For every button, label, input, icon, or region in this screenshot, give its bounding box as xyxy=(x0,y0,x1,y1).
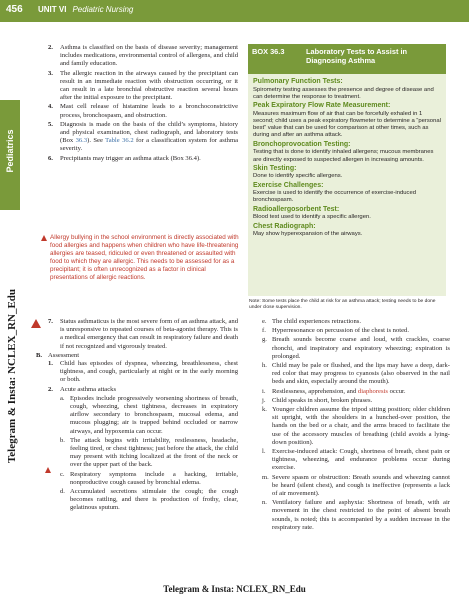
sub-item: m. Severe spasm or obstruction: Breath sounds and wheezing cannot be heard (silent chest), and cough is ineffective (represents a lack of air movement). xyxy=(262,473,450,498)
sub-item: c. Respiratory symptoms include a hacking, irritable, nonproductive cough caused by bronchial edema. xyxy=(60,470,238,486)
box-header xyxy=(248,44,446,74)
box-title: Laboratory Tests to Assist in Diagnosing Asthma xyxy=(306,47,408,65)
box-heading: Bronchoprovocation Testing: xyxy=(253,140,351,148)
list-item: 1. Child has episodes of dyspnea, wheezing, breathlessness, chest tightness, and cough, particularly at night or in the early morning or both. xyxy=(48,360,238,384)
box-heading: Skin Testing: xyxy=(253,164,297,172)
list-item: 7. Status asthmaticus is the most severe form of an asthma attack, and is unresponsive to repeated courses of beta-agonist therapy. This is a medical emergency that can result in respiratory failure and death if not recognized and vigorously treated. xyxy=(48,318,238,350)
box-heading: Pulmonary Function Tests: xyxy=(253,78,343,85)
sub-item: d. Accumulated secretions stimulate the cough; the cough becomes rattling, and there is production of frothy, clear, gelatinous sputum. xyxy=(60,488,238,512)
sub-item: j. Child speaks in short, broken phrases. xyxy=(262,396,373,404)
box-note: Note: Some tests place the child at risk for an asthma attack; testing needs to be done under close supervision. xyxy=(249,299,436,310)
box-text: Measures maximum flow of air that can be forcefully exhaled in 1 second; child uses a peak expiratory flowmeter to determine a “personal best” value that can be used for comparison at other times, such as during and after an asthma attack. xyxy=(253,110,441,139)
sub-item: f. Hyperresonance on percussion of the chest is noted. xyxy=(262,327,409,335)
box-heading: Radioallergosorbent Test: xyxy=(253,205,340,213)
unit-label: UNIT VI xyxy=(38,5,67,14)
right-column xyxy=(262,318,450,533)
list-item: 2. Asthma is classified on the basis of disease severity; management includes medications, environmental control of allergens, and child and family education. xyxy=(48,44,238,68)
box-number: BOX 36.3 xyxy=(252,47,285,56)
box-heading: Exercise Challenges: xyxy=(253,181,324,189)
footer-watermark: Telegram & Insta: NCLEX_RN_Edu xyxy=(163,584,306,594)
left-column-upper xyxy=(48,44,238,164)
running-head xyxy=(38,5,133,14)
box-body xyxy=(248,74,446,241)
sub-item: b. The attack begins with irritability, restlessness, headache, feeling tired, or chest tightness; just before the attack, the child may present with itching localized at the front of the neck or over the upper part of the back. xyxy=(60,436,238,469)
chapter-title: Pediatric Nursing xyxy=(72,5,134,14)
warning-text: Allergy bullying in the school environment is directly associated with food allergies and happens when children who have life-threatening allergies are teased, ridiculed or even threatened or assaulted with food to which they are allergic. This needs to be assessed for as a precipitant; it is often unrecognized as a factor in clinical presentations of allergic reactions. xyxy=(50,234,239,281)
list-item: 6. Precipitants may trigger an asthma attack (Box 36.4). xyxy=(48,154,201,162)
priority-alert-icon xyxy=(31,319,41,328)
sub-item: e. The child experiences retractions. xyxy=(262,318,361,325)
box-text: May show hyperexpansion of the airways. xyxy=(253,231,363,238)
sub-item: n. Ventilatory failure and asphyxia: Shortness of breath, with air movement in the chest restricted to the point of absent breath sounds, is noted; this is accompanied by a sudden increase in the respiratory rate. xyxy=(262,499,450,531)
sub-item: k. Younger children assume the tripod sitting position; older children sit upright, with the shoulders in a hunched-over position, the hands on the bed or a chair, and the arms braced to facilitate the use of the accessory muscles of breathing (child avoids a lying-down position). xyxy=(262,406,450,446)
left-column-lower xyxy=(36,318,238,514)
sub-item: g. Breath sounds become coarse and loud, with crackles, coarse rhonchi, and inspiratory and expiratory wheezing; expiration is prolonged. xyxy=(262,336,450,360)
alert-icon xyxy=(41,235,47,241)
table-link[interactable]: Table 36.2 xyxy=(105,137,134,145)
box-text: Exercise is used to identify the occurrence of exercise-induced bronchospasm. xyxy=(253,190,417,204)
side-tab xyxy=(0,100,20,210)
sub-item: i. Restlessness, apprehension, and diaphoresis occur. xyxy=(262,387,406,395)
box-link[interactable]: 36.3 xyxy=(75,137,88,145)
side-tab-label: Pediatrics xyxy=(5,129,15,173)
page-header xyxy=(0,0,469,22)
list-item: 2. Acute asthma attacks xyxy=(48,385,117,393)
list-item: 4. Mast cell release of histamine leads to a bronchoconstrictive process, bronchospasm, and obstruction. xyxy=(48,103,238,119)
list-item: 3. The allergic reaction in the airways caused by the precipitant can result in an immediate reaction with obstruction occurring, or it can result in a late bronchial obstructive reaction several hours after the initial exposure to the precipitant. xyxy=(48,69,238,102)
page-number: 456 xyxy=(6,4,23,15)
box-text: Blood test used to identify a specific allergen. xyxy=(253,214,371,221)
glossary-term[interactable]: diaphoresis xyxy=(357,387,388,395)
box-heading: Chest Radiograph: xyxy=(253,222,316,230)
list-item: 5. Diagnosis is made on the basis of the child’s symptoms, history and physical examination, chest radiograph, and laboratory tests (Box 36.3). See Table 36.2 for a classification system for asthma severity. xyxy=(48,120,238,153)
alert-icon xyxy=(45,467,51,473)
box-heading: Peak Expiratory Flow Rate Measurement: xyxy=(253,102,391,110)
box-text: Testing that is done to identify inhaled allergens; mucous membranes are directly exposed to suspected allergen in increasing amounts. xyxy=(253,149,434,163)
box-text: Spirometry testing assesses the presence and degree of disease and can determine the response to treatment. xyxy=(253,86,434,100)
sub-item: h. Child may be pale or flushed, and the lips may have a deep, dark-red color that may progress to cyanosis (also observed in the nail beds and skin, especially around the mouth). xyxy=(262,362,450,386)
sub-item: a. Episodes include progressively worsening shortness of breath, cough, wheezing, chest tightness, decreases in expiratory airflow secondary to bronchospasm, mucosal edema, and mucous plugging; air is trapped behind occluded or narrow airways, and hypoxemia can occur. xyxy=(60,394,238,435)
section-heading: B. Assessment xyxy=(36,351,80,359)
side-watermark: Telegram & Insta: NCLEX_RN_Edu xyxy=(6,288,18,464)
sub-item: l. Exercise-induced attack: Cough, shortness of breath, chest pain or tightness, wheezing, and endurance problems occur during exercise. xyxy=(262,448,450,472)
box-text: Done to identify specific allergens. xyxy=(253,173,343,180)
lab-tests-box xyxy=(248,44,446,296)
